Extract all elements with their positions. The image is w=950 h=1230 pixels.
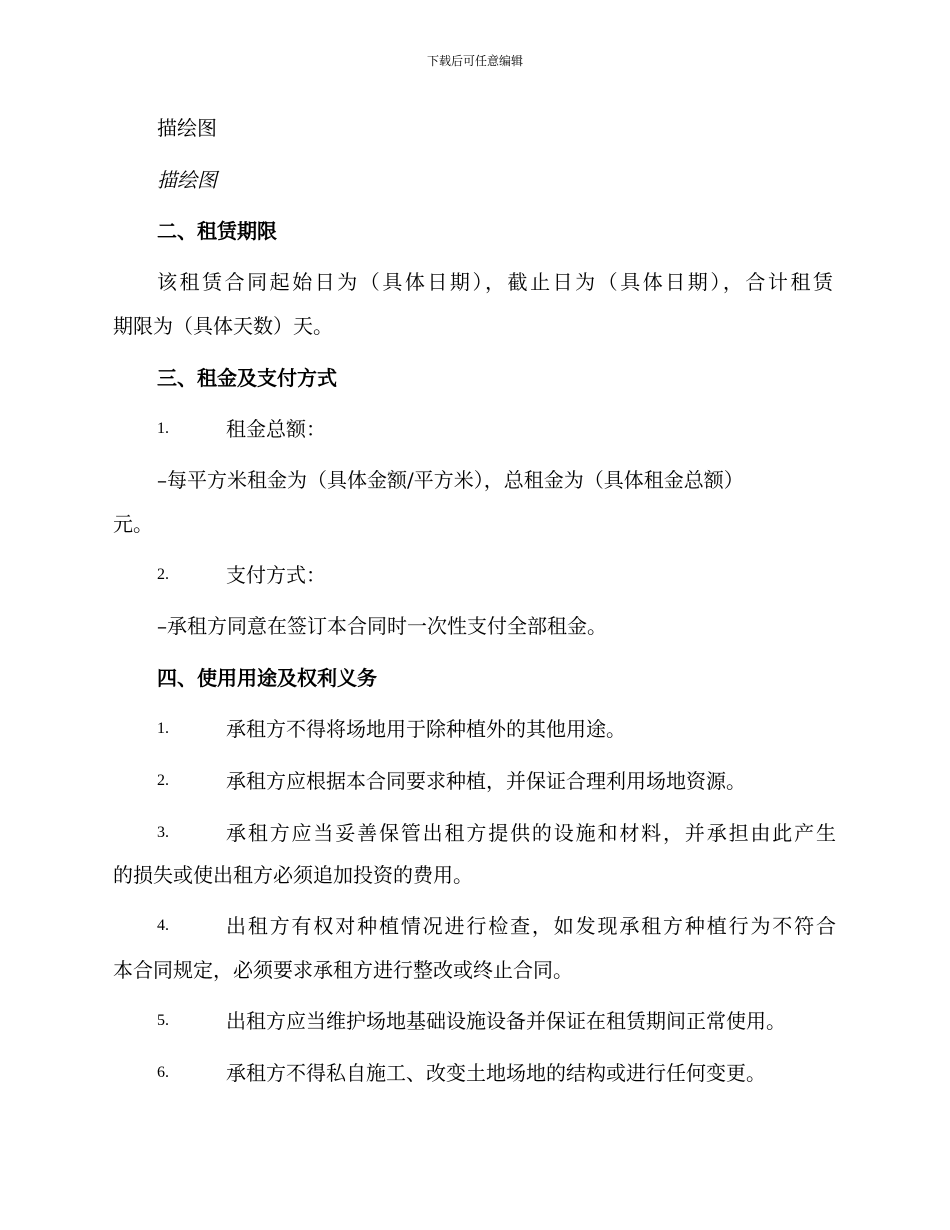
usage-item-text: 承租方不得私自施工、改变土地场地的结构或进行任何变更。 [226, 1061, 766, 1085]
list-number: 5. [157, 1012, 169, 1029]
usage-item-text: 承租方应根据本合同要求种植，并保证合理利用场地资源。 [226, 769, 746, 793]
usage-item-continuation: 的损失或使出租方必须追加投资的费用。 [113, 863, 473, 887]
payment-detail: –承租方同意在签订本合同时一次性支付全部租金。 [157, 614, 607, 638]
term-paragraph-line-2: 期限为（具体天数）天。 [113, 314, 333, 338]
usage-item-text: 承租方不得将场地用于除种植外的其他用途。 [226, 717, 626, 741]
term-paragraph-line-1: 该租赁合同起始日为（具体日期），截止日为（具体日期），合计租赁 [157, 270, 833, 294]
usage-item-text: 承租方应当妥善保管出租方提供的设施和材料，并承担由此产生 [226, 821, 836, 845]
rent-detail-line-1: –每平方米租金为（具体金额/平方米），总租金为（具体租金总额） [157, 468, 744, 492]
list-number: 1. [157, 720, 169, 737]
list-number: 2. [157, 772, 169, 789]
section-heading-term: 二、租赁期限 [157, 219, 277, 243]
list-number: 6. [157, 1064, 169, 1081]
list-number: 3. [157, 824, 169, 841]
section-heading-rent: 三、租金及支付方式 [157, 366, 337, 390]
usage-item-text: 出租方应当维护场地基础设施设备并保证在租赁期间正常使用。 [226, 1009, 786, 1033]
list-number: 1. [157, 420, 169, 437]
sketch-label: 描绘图 [157, 116, 217, 140]
section-heading-usage: 四、使用用途及权利义务 [157, 666, 377, 690]
sketch-label-italic: 描绘图 [157, 168, 217, 192]
payment-method-label: 支付方式： [226, 563, 326, 587]
usage-item-text: 出租方有权对种植情况进行检查，如发现承租方种植行为不符合 [226, 914, 836, 938]
page-header: 下载后可任意编辑 [426, 54, 523, 68]
list-number: 4. [157, 917, 169, 934]
usage-item-continuation: 本合同规定，必须要求承租方进行整改或终止合同。 [113, 958, 573, 982]
rent-total-label: 租金总额： [226, 417, 326, 441]
rent-detail-line-2: 元。 [113, 512, 153, 536]
list-number: 2. [157, 566, 169, 583]
